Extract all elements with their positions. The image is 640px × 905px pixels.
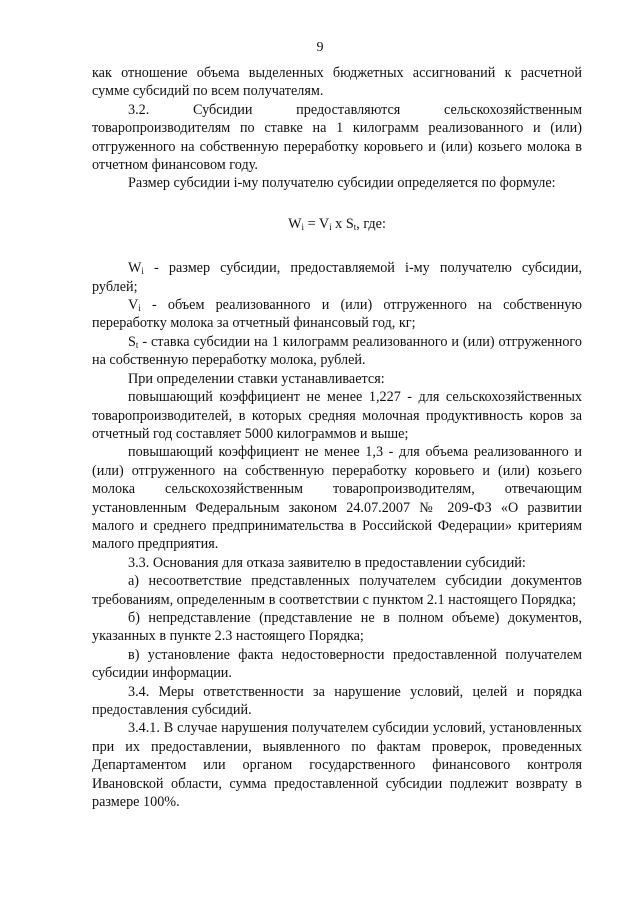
paragraph-3-3-a: а) несоответствие представленных получателем субсидии документов требованиям, определенным в соответствии с пунктом 2.1 настоящего Порядка;: [92, 573, 582, 608]
definition-v: [92, 296, 582, 333]
paragraph-3-3-b: б) непредставление (представление не в полном объеме) документов, указанных в пункте 2.3 настоящего Порядка;: [92, 609, 582, 645]
subsidy-formula: [92, 215, 582, 233]
formula-tail: , где:: [356, 215, 386, 232]
definition-w-symbol: W: [128, 260, 142, 277]
definition-s-symbol: S: [128, 333, 136, 350]
formula-s-sub: t: [353, 221, 357, 232]
formula-times: х: [331, 215, 346, 232]
document-body: [92, 64, 582, 811]
paragraph-rate-intro: При определении ставки устанавливается:: [128, 370, 385, 387]
formula-v-sub: i: [329, 221, 332, 232]
definition-w: [92, 259, 582, 296]
definition-s-text: - ставка субсидии на 1 килограмм реализованного и (или) отгруженного на собственную переработку молока, рублей.: [92, 333, 582, 369]
paragraph-3-3-c: в) установление факта недостоверности предоставленной получателем субсидии информации.: [92, 646, 582, 682]
paragraph-ratio: как отношение объема выделенных бюджетных ассигнований к расчетной сумме субсидий по всем получателям.: [92, 65, 582, 100]
formula-w-sub: i: [301, 221, 305, 232]
formula-w: W: [288, 215, 302, 232]
formula-equals: =: [304, 215, 319, 232]
formula-s: S: [345, 215, 354, 232]
definition-w-sub: i: [141, 266, 144, 277]
definition-v-text: - объем реализованного и (или) отгруженного на собственную переработку молока за отчетный финансовый год, кг;: [92, 297, 582, 332]
paragraph-3-4: 3.4. Меры ответственности за нарушение условий, целей и порядка предоставления субсидий.: [92, 683, 582, 718]
definition-w-text: - размер субсидии, предоставляемой i-му получателю субсидии, рублей;: [92, 260, 582, 295]
paragraph-3-2: 3.2. Субсидии предоставляются сельскохозяйственным товаропроизводителям по ставке на 1 килограмм реализованного и (или) отгруженного на собственную переработку коровьего и (или) козьего молока в отчетном финансовом году.: [92, 101, 582, 174]
paragraph-coefficient-13: повышающий коэффициент не менее 1,3 - для объема реализованного и (или) отгруженного на собственную переработку коровьего и (или) козьего молока сельскохозяйственным товаропроизводителям, отвечающим установленным Федеральным законом 24.07.2007 № 209-ФЗ «О развитии малого и среднего предпринимательства в Российской Федерации» критериям малого предприятия.: [92, 444, 582, 553]
page-number: 9: [316, 40, 324, 55]
definition-s-sub: t: [135, 339, 139, 350]
definition-v-sub: i: [138, 303, 141, 314]
paragraph-coefficient-1227: повышающий коэффициент не менее 1,227 - для сельскохозяйственных товаропроизводителей, в которых средняя молочная продуктивность коров за отчетный год составляет 5000 килограммов и выше;: [92, 389, 582, 442]
paragraph-formula-intro: Размер субсидии i-му получателю субсидии определяется по формуле:: [128, 175, 556, 192]
definition-s: [92, 333, 582, 370]
formula-v: V: [318, 215, 330, 232]
paragraph-3-4-1: 3.4.1. В случае нарушения получателем субсидии условий, установленных при их предоставлении, выявленного по фактам проверок, проведенных Департаментом или органом государственного финансового контроля Ивановской области, сумма предоставленной субсидии подлежит возврату в размере 100%.: [92, 720, 582, 811]
definition-v-symbol: V: [128, 297, 139, 314]
paragraph-3-3: 3.3. Основания для отказа заявителю в предоставлении субсидий:: [128, 554, 526, 571]
